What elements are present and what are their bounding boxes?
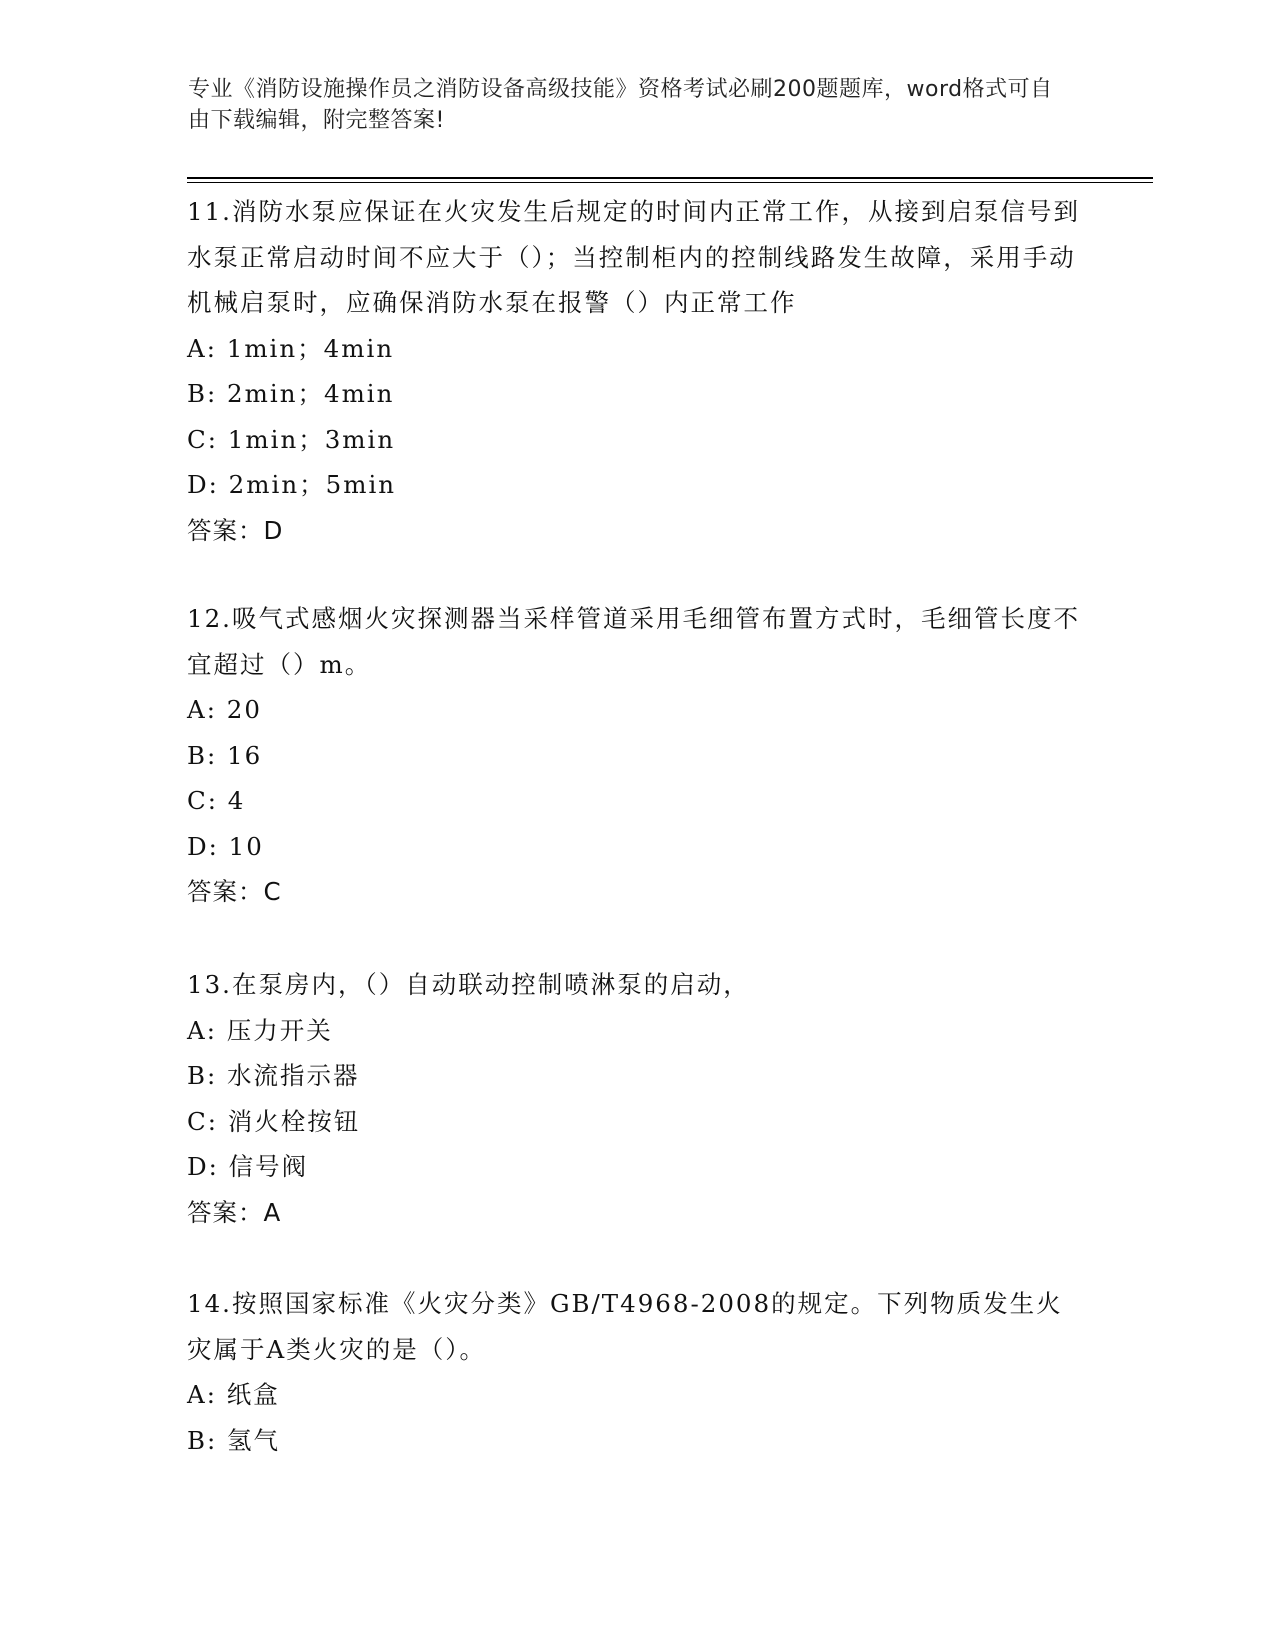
option-b: B: 16 xyxy=(187,740,263,770)
option-c: C: 1min；3min xyxy=(187,424,396,454)
option-c: C: 4 xyxy=(187,786,246,815)
option-b: B: 2min；4min xyxy=(187,379,395,408)
answer: 答案：A xyxy=(187,1197,282,1227)
question-11 xyxy=(187,189,1087,553)
header-divider-thin xyxy=(187,182,1153,183)
option-a: A: 20 xyxy=(187,695,262,724)
option-a: A: 纸盒 xyxy=(187,1380,280,1409)
header-divider xyxy=(187,177,1153,179)
question-stem: 12.吸气式感烟火灾探测器当采样管道采用毛细管布置方式时，毛细管长度不宜超过（）m。 xyxy=(187,604,1080,679)
question-14 xyxy=(187,1281,1087,1463)
option-c: C: 消火栓按钮 xyxy=(187,1106,361,1136)
option-a: A: 1min；4min xyxy=(187,333,395,363)
option-b: B: 氢气 xyxy=(187,1425,281,1455)
answer: 答案：C xyxy=(187,877,282,906)
question-12 xyxy=(187,596,1087,915)
option-b: B: 水流指示器 xyxy=(187,1061,360,1090)
option-d: D: 2min；5min xyxy=(187,470,397,499)
question-stem: 11.消防水泵应保证在火灾发生后规定的时间内正常工作，从接到启泵信号到水泵正常启动时间不应大于（）；当控制柜内的控制线路发生故障，采用手动机械启泵时，应确保消防水泵在报警（）内正常工作 xyxy=(187,197,1080,317)
question-13 xyxy=(187,962,1087,1235)
option-d: D: 信号阀 xyxy=(187,1152,309,1181)
question-stem: 14.按照国家标准《火灾分类》GB/T4968-2008的规定。下列物质发生火灾属于A类火灾的是（）。 xyxy=(187,1289,1063,1364)
option-d: D: 10 xyxy=(187,831,264,861)
answer: 答案：D xyxy=(187,515,284,545)
header-intro: 专业《消防设施操作员之消防设备高级技能》资格考试必刷200题题库，word格式可自由下载编辑，附完整答案! xyxy=(188,77,1053,133)
question-stem: 13.在泵房内，（）自动联动控制喷淋泵的启动， xyxy=(187,970,750,999)
option-a: A: 压力开关 xyxy=(187,1015,333,1045)
